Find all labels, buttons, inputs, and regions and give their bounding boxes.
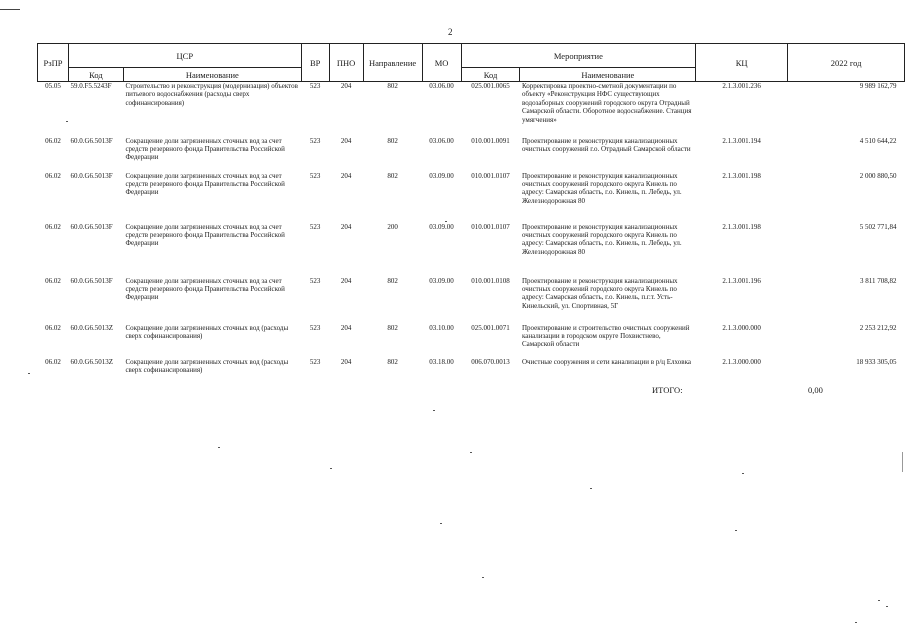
cell-amount: 2 253 212,92 [859, 323, 897, 332]
table-row [38, 223, 905, 277]
cell-direction: 802 [387, 323, 398, 332]
cell-vr: 523 [309, 323, 321, 332]
header-csr: ЦСР [68, 44, 301, 68]
cell-direction: 802 [387, 82, 398, 90]
cell-vr: 523 [309, 357, 321, 366]
cell-vr: 523 [309, 171, 321, 180]
cell-amount: 5 502 771,84 [859, 222, 897, 231]
cell-vr: 523 [309, 276, 321, 285]
cell-kc: 2.1.3.000.000 [722, 323, 761, 332]
cell-amount: 3 811 708,82 [860, 276, 897, 285]
cell-csr-name: Строительство и реконструкция (модернизация) объектов питьевого водоснабжения (расходы сверх софинансирования) [125, 82, 298, 107]
cell-mo: 03.09.00 [429, 276, 454, 285]
cell-rzpr: 06.02 [45, 323, 61, 332]
scan-speck [218, 447, 220, 448]
cell-event-name: Проектирование и реконструкция канализационных очистных сооружений городского округа Кинель по адресу: Самарская область, г.о. Кинель, п.г.т. Усть-Кинельский, ул. Спортивная, 5Г [521, 276, 678, 310]
cell-csr-code: 59.0.F5.5243F [70, 82, 112, 90]
cell-direction: 200 [387, 222, 398, 231]
cell-csr-name: Сокращение доли загрязненных сточных вод (расходы сверх софинансирования) [125, 323, 289, 340]
table-body [38, 82, 905, 398]
cell-pno: 204 [340, 323, 352, 332]
scan-speck [440, 523, 442, 524]
cell-csr-code: 60.0.G6.5013F [70, 222, 113, 231]
total-value: 0,00 [808, 385, 823, 395]
cell-amount: 4 510 644,22 [859, 136, 897, 145]
table-row [38, 358, 905, 398]
cell-pno: 204 [340, 276, 352, 285]
table-header [38, 44, 905, 82]
scan-speck [66, 121, 68, 122]
cell-direction: 802 [387, 171, 398, 180]
scan-speck [433, 410, 435, 411]
scan-speck [855, 622, 857, 623]
header-event-name: Наименование [520, 68, 696, 82]
cell-csr-code: 60.0.G6.5013Z [70, 357, 114, 366]
cell-kc: 2.1.3.001.194 [722, 136, 761, 145]
cell-event-name: Корректировка проектно-сметной документации по объекту «Реконструкция НФС существующих водозаборных сооружений городского округа Отрадный Самарской области. Оборотное водоснабжение. Станция умягчения» [521, 82, 692, 124]
scan-speck [590, 488, 592, 489]
scan-speck [735, 530, 737, 531]
cell-event-code: 010.001.0107 [471, 171, 510, 180]
cell-mo: 03.10.00 [429, 323, 454, 332]
cell-rzpr: 06.02 [45, 222, 61, 231]
cell-event-name: Проектирование и реконструкция канализационных очистных сооружений городского округа Кинель по адресу: Самарская область, г.о. Кинель, п. Лебедь, ул. Железнодорожная 80 [521, 222, 682, 256]
cell-vr: 523 [309, 82, 321, 90]
cell-vr: 523 [309, 222, 321, 231]
cell-amount: 9 989 162,79 [859, 82, 897, 90]
page-edge-line [0, 9, 20, 10]
scan-speck [878, 600, 880, 601]
cell-kc: 2.1.3.001.236 [722, 82, 761, 90]
cell-amount: 18 933 305,05 [856, 357, 897, 366]
cell-rzpr: 06.02 [45, 136, 61, 145]
cell-mo: 03.06.00 [429, 82, 454, 90]
scan-speck [886, 606, 888, 607]
cell-rzpr: 06.02 [45, 357, 61, 366]
cell-event-code: 006.070.0013 [471, 357, 510, 366]
cell-mo: 03.06.00 [429, 136, 454, 145]
table-row [38, 82, 905, 137]
scan-edge-mark [902, 452, 903, 472]
cell-rzpr: 06.02 [45, 276, 61, 285]
cell-vr: 523 [309, 136, 321, 145]
cell-direction: 802 [387, 136, 398, 145]
cell-pno: 204 [340, 136, 352, 145]
cell-mo: 03.09.00 [429, 222, 454, 231]
cell-event-code: 010.001.0107 [471, 222, 510, 231]
cell-event-name: Проектирование и реконструкция канализационных очистных сооружений городского округа Кинель по адресу: Самарская область, г.о. Кинель, п. Лебедь, ул. Железнодорожная 80 [521, 171, 682, 205]
header-kc: КЦ [696, 44, 788, 82]
cell-csr-code: 60.0.G6.5013Z [70, 323, 114, 332]
cell-direction: 802 [387, 357, 398, 366]
cell-pno: 204 [340, 82, 352, 90]
header-csr-code: Код [68, 68, 123, 82]
scan-speck [742, 473, 744, 474]
cell-csr-code: 60.0.G6.5013F [70, 171, 113, 180]
cell-mo: 03.18.00 [429, 357, 454, 366]
scan-speck [482, 577, 484, 578]
header-year: 2022 год [788, 44, 905, 82]
cell-event-code: 010.001.0108 [471, 276, 510, 285]
table-row [38, 324, 905, 358]
page-number: 2 [448, 27, 453, 37]
scan-speck [28, 373, 30, 374]
table-row [38, 137, 905, 172]
cell-event-name: Проектирование и строительство очистных сооружений канализации в городском округе Похвистнево, Самарской области [521, 323, 690, 349]
cell-pno: 204 [340, 357, 352, 366]
header-csr-name: Наименование [123, 68, 301, 82]
cell-csr-name: Сокращение доли загрязненных сточных вод (расходы сверх софинансирования) [125, 357, 289, 374]
cell-pno: 204 [340, 171, 352, 180]
header-mo: МО [422, 44, 461, 82]
header-vr: ВР [301, 44, 329, 82]
scan-speck [330, 468, 332, 469]
cell-event-name: Очистные сооружения и сети канализации в р/ц Елховка [521, 357, 691, 366]
header-event: Мероприятие [461, 44, 696, 68]
cell-event-name: Проектирование и реконструкция канализационных очистных сооружений г.о. Отрадный Самарской области [521, 136, 691, 153]
cell-csr-name: Сокращение доли загрязненных сточных вод за счет средств резервного фонда Правительства Российской Федерации [125, 171, 285, 197]
cell-event-code: 025.001.0071 [471, 323, 510, 332]
cell-direction: 802 [387, 276, 398, 285]
cell-event-code: 025.001.0065 [471, 82, 510, 90]
cell-csr-name: Сокращение доли загрязненных сточных вод за счет средств резервного фонда Правительства Российской Федерации [125, 276, 285, 302]
cell-kc: 2.1.3.001.198 [722, 222, 761, 231]
header-pno: ПНО [329, 44, 363, 82]
cell-rzpr: 06.02 [45, 171, 61, 180]
table-row [38, 172, 905, 223]
header-event-code: Код [461, 68, 520, 82]
cell-csr-code: 60.0.G6.5013F [70, 276, 113, 285]
budget-table [37, 43, 905, 398]
table-row [38, 277, 905, 324]
cell-kc: 2.1.3.001.196 [722, 276, 761, 285]
cell-csr-name: Сокращение доли загрязненных сточных вод за счет средств резервного фонда Правительства Российской Федерации [125, 222, 285, 248]
cell-csr-name: Сокращение доли загрязненных сточных вод за счет средств резервного фонда Правительства Российской Федерации [125, 136, 285, 162]
header-rzpr: РзПР [38, 44, 69, 82]
scan-speck [470, 452, 472, 453]
cell-csr-code: 60.0.G6.5013F [70, 136, 113, 145]
total-label: ИТОГО: [652, 385, 683, 395]
cell-rzpr: 05.05 [45, 82, 61, 90]
cell-amount: 2 000 880,50 [859, 171, 897, 180]
cell-pno: 204 [340, 222, 352, 231]
cell-kc: 2.1.3.001.198 [722, 171, 761, 180]
cell-event-code: 010.001.0091 [471, 136, 510, 145]
cell-kc: 2.1.3.000.000 [722, 357, 761, 366]
scan-speck [445, 221, 447, 222]
cell-mo: 03.09.00 [429, 171, 454, 180]
header-direction: Направление [363, 44, 422, 82]
